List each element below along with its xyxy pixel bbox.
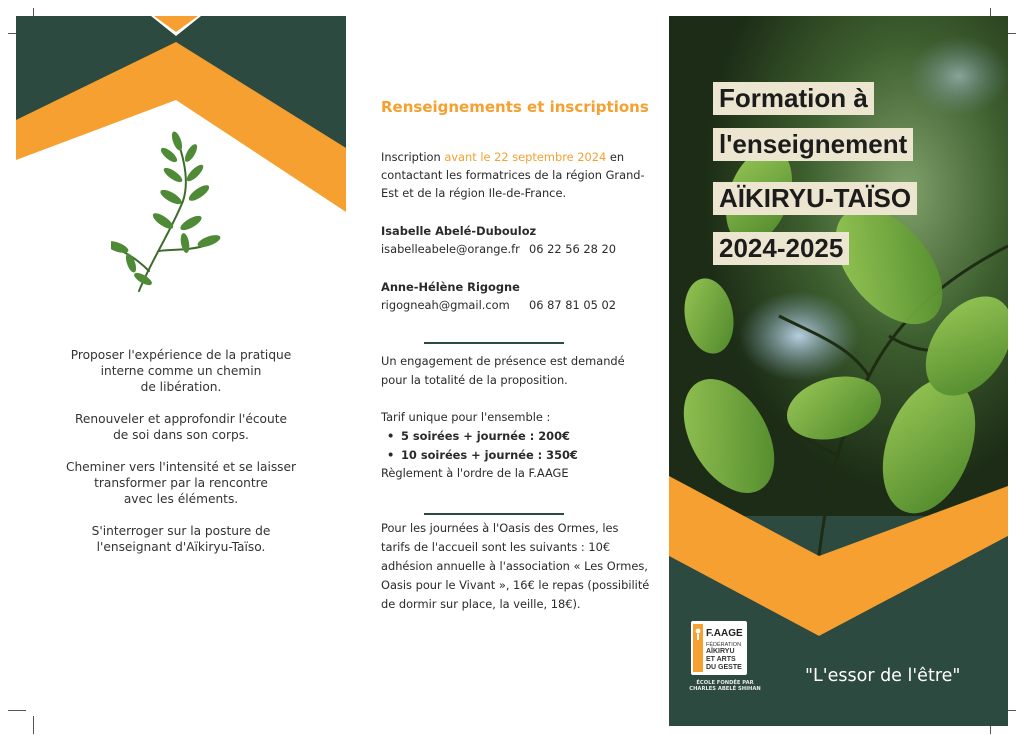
contact-email[interactable]: isabelleabele@orange.fr [381,242,520,256]
contact-phone[interactable]: 06 87 81 05 02 [529,298,616,312]
inscription-line: contactant les formatrices de la région Grand- [381,168,645,182]
logo-sub: AÏKIRYU [706,648,735,655]
mission-intensity: Cheminer vers l'intensité et se laisser transformer par la rencontre avec les éléments. [65,460,297,506]
contact-name: Isabelle Abelé-Dubouloz [381,224,537,238]
logo-brand: F.AAGE [706,628,743,639]
mission-posture: S'interroger sur la posture de l'enseignant d'Aïkiryu-Taïso. [91,524,271,554]
tarif-option: • 5 soirées + journée : 200€ [387,427,570,445]
deadline: avant le 22 septembre 2024 [444,150,607,164]
engagement-text: pour la totalité de la proposition. [381,373,568,387]
cover-panel [669,16,1008,726]
mission-listening: Renouveler et approfondir l'écoute de soi dans son corps. [75,412,287,442]
oasis-text: adhésion annuelle à l'association « Les Ormes, [381,559,648,573]
mission-practice: Proposer l'expérience de la pratique interne comme un chemin de libération. [70,348,292,394]
middle-panel [381,16,651,726]
section-title: Renseignements et inscriptions [381,98,649,116]
title-line-1: Formation à [713,82,874,115]
divider [424,342,564,344]
payment-note: Règlement à l'ordre de la F.AAGE [381,466,569,480]
title-line-2: l'enseignement [713,128,913,161]
contact-phone[interactable]: 06 22 56 28 20 [529,242,616,256]
oasis-text: Oasis pour le Vivant », 16€ le repas (possibilité [381,578,650,592]
tarif-intro: Tarif unique pour l'ensemble : [381,410,551,424]
inscription-line: Est et de la région Ile-de-France. [381,186,567,200]
leaf-sprig-icon [111,131,221,296]
tagline: "L'essor de l'être" [805,666,961,686]
oasis-text: de dormir sur place, la veille, 18€). [381,597,581,611]
oasis-text: tarifs de l'accueil sont les suivants : 10€ [381,540,611,554]
left-panel [16,16,346,726]
logo-caption: ÉCOLE FONDÉE PAR CHARLES ABELÉ SHIHAN [689,680,761,692]
oasis-text: Pour les journées à l'Oasis des Ormes, les [381,521,619,535]
logo-sub: FÉDÉRATION [706,642,742,648]
title-line-4: 2024-2025 [713,232,849,265]
tarif-option: • 10 soirées + journée : 350€ [387,446,578,464]
leaves-photo [669,16,1008,726]
divider [424,513,564,515]
engagement-text: Un engagement de présence est demandé [381,354,625,368]
logo-sub: DU GESTE [706,664,742,671]
faage-logo [691,621,747,675]
contact-name: Anne-Hélène Rigogne [381,280,520,294]
title-line-3: AÏKIRYU-TAÏSO [713,182,917,215]
logo-sub: ET ARTS [706,656,736,663]
inscription-line: Inscription avant le 22 septembre 2024 en [381,150,625,164]
contact-email[interactable]: rigogneah@gmail.com [381,298,510,312]
